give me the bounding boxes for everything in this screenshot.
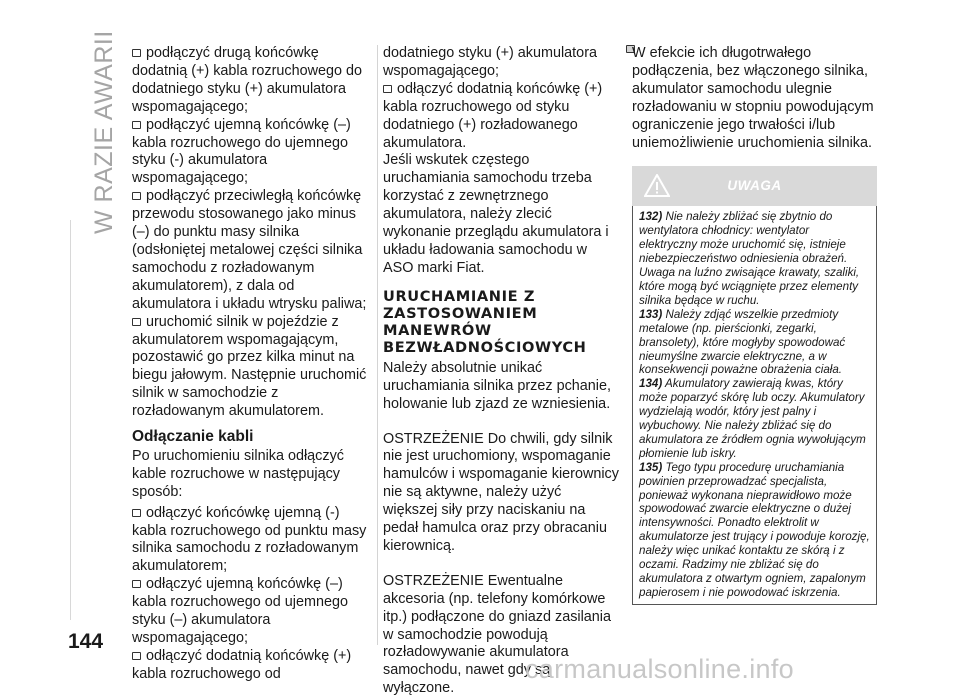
- list-item: podłączyć ujemną końcówkę (–) kabla rozruchowego do ujemnego styku (-) akumulatora wspomagającego;: [132, 116, 351, 187]
- list-item: odłączyć ujemną końcówkę (–) kabla rozruchowego od ujemnego styku (–) akumulatora wspomagającego;: [132, 576, 349, 646]
- warning-box: [632, 206, 877, 604]
- side-divider: [70, 220, 71, 620]
- column-2: [383, 45, 619, 698]
- list-item: odłączyć dodatnią końcówkę (+) kabla rozruchowego od: [132, 647, 352, 682]
- column-1: [132, 45, 368, 684]
- section-title-vertical: [68, 30, 120, 548]
- paragraph: dodatniego styku (+) akumulatora wspomagającego;: [383, 45, 597, 79]
- section-heading: URUCHAMIANIE Z ZASTOSOWANIEM MANEWRÓW BEZWŁADNOŚCIOWYCH: [383, 287, 587, 356]
- list-item: podłączyć przeciwległą końcówkę przewodu stosowanego jako minus (–) do punktu masy silnika (odsłoniętej metalowej części silnika samochodu z rozładowanym akumulatorem), z dala od akumulatora i układu wtrysku paliwa;: [132, 188, 367, 312]
- warning-note: 133) Należy zdjąć wszelkie przedmioty metalowe (np. pierścionki, zegarki, bransolety), które mogłyby spowodować nieumyślne zwarcie elektryczne, a w konsekwencji poważne obrażenia ciała.: [639, 307, 846, 377]
- square-bullet-icon: [132, 192, 141, 200]
- warning-label: UWAGA: [727, 178, 782, 194]
- warning-header: [632, 166, 877, 206]
- column-divider: [377, 45, 378, 645]
- warning-note: 134) Akumulatory zawierają kwas, który może poparzyć skórę lub oczy. Akumulatory wydzielają wodór, który jest palny i wybuchowy. Nie należy zbliżać się do akumulatora ze źródłem ognia wywołującym płomienie lub iskry.: [639, 377, 866, 460]
- subheading: Odłączanie kabli: [132, 428, 254, 446]
- warning-note: 132) Nie należy zbliżać się zbytnio do wentylatora chłodnicy: wentylator elektryczny może uruchomić się, istnieje niebezpieczeństwo odniesienia obrażeń. Uwaga na luźno zwisające krawaty, szaliki, które mogą być wciągnięte przez elementy silnika będące w ruchu.: [639, 210, 860, 307]
- square-bullet-icon: [132, 652, 141, 660]
- warning-note: 135) Tego typu procedurę uruchamiania powinien przeprowadzać specjalista, ponieważ wykonana nieprawidłowo może spowodować zwarcie elektryczne o dużej intensywności. Ponadto elektrolit w akumulatorze jest trujący i powoduje korozję, należy więc unikać kontaktu ze skórą i z oczami. Radzimy nie zbliżać się do akumulatora z otwartym ogniem, zapalonym papierosem i nie powodować iskrzenia.: [639, 460, 870, 599]
- section-title-text: W RAZIE AWARII: [90, 30, 118, 234]
- square-bullet-icon: [132, 49, 141, 57]
- list-item: odłączyć końcówkę ujemną (-) kabla rozruchowego od punktu masy silnika samochodu z rozładowanym akumulatorem;: [132, 504, 367, 575]
- paragraph: Po uruchomieniu silnika odłączyć kable rozruchowe w następujący sposób:: [132, 447, 344, 500]
- list-item: podłączyć drugą końcówkę dodatnią (+) kabla rozruchowego do dodatniego styku (+) akumulatora wspomagającego;: [132, 45, 362, 115]
- paragraph: W efekcie ich długotrwałego podłączenia, bez włączonego silnika, akumulator samochodu ulegnie rozładowaniu w stopniu powodującym ograniczenie jego trwałości i/lub uniemożliwienie uruchomienia silnika.: [632, 45, 874, 151]
- square-bullet-icon: [132, 318, 141, 326]
- warning-triangle-icon: [644, 174, 670, 197]
- column-3: [632, 45, 877, 605]
- paragraph: Jeśli wskutek częstego uruchamiania samochodu trzeba korzystać z zewnętrznego akumulatora, należy zlecić wykonanie przeglądu akumulatora i układu ładowania samochodu w ASO marki Fiat.: [383, 152, 609, 276]
- watermark: carmanualsonline.info: [525, 654, 794, 684]
- paragraph: Należy absolutnie unikać uruchamiania silnika przez pchanie, holowanie lub zjazd ze wzniesienia.: [383, 359, 611, 412]
- square-bullet-icon: [132, 580, 141, 588]
- page-number: 144: [68, 630, 104, 653]
- paragraph: OSTRZEŻENIE Do chwili, gdy silnik nie jest uruchomiony, wspomaganie hamulców i wspomaganie kierownicy nie są aktywne, należy użyć większej siły przy naciskaniu na pedał hamulca oraz przy obracaniu kierownicą.: [383, 430, 619, 554]
- square-bullet-icon: [132, 509, 141, 517]
- square-bullet-icon: [132, 121, 141, 129]
- square-bullet-icon: [383, 85, 392, 93]
- paragraph: OSTRZEŻENIE Ewentualne akcesoria (np. telefony komórkowe itp.) podłączone do gniazd zasilania w samochodzie powodują rozładowywanie akumulatora samochodu, nawet gdy są wyłączone.: [383, 572, 612, 697]
- list-item: uruchomić silnik w pojeździe z akumulatorem wspomagającym, pozostawić go przez kilka minut na biegu jałowym. Następnie uruchomić silnik w samochodzie z rozładowanym akumulatorem.: [132, 313, 367, 420]
- list-item: odłączyć dodatnią końcówkę (+) kabla rozruchowego od styku dodatniego (+) rozładowanego akumulatora.: [383, 80, 603, 151]
